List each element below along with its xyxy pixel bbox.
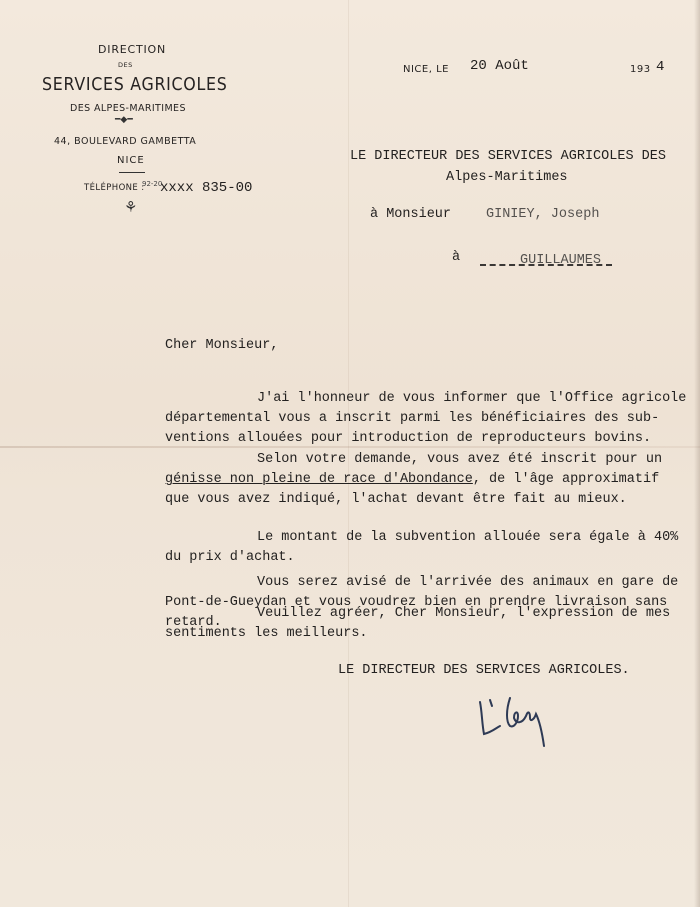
paragraph-2-line: génisse non pleine de race d'Abondance, de l'âge approximatif <box>165 472 660 487</box>
paragraph-3-line: Le montant de la subvention allouée sera égale à 40% <box>257 530 679 545</box>
recipient-city: GUILLAUMES <box>520 253 602 268</box>
greeting: Cher Monsieur, <box>165 338 279 353</box>
paragraph-2-line: que vous avez indiqué, l'achat devant être fait au mieux. <box>165 492 627 507</box>
letterhead-address: 44, BOULEVARD GAMBETTA <box>54 136 197 147</box>
letterhead-services: SERVICES AGRICOLES <box>42 74 228 95</box>
paragraph-1-line: ventions allouées pour introduction de reproducteurs bovins. <box>165 431 652 446</box>
paragraph-5-line: Veuillez agréer, Cher Monsieur, l'expression de mes <box>257 606 671 621</box>
paragraph-2 <box>165 450 695 510</box>
paragraph-3 <box>165 528 695 568</box>
sender-title-line2: Alpes-Maritimes <box>446 170 568 185</box>
closing-signature-title: LE DIRECTEUR DES SERVICES AGRICOLES. <box>338 663 630 678</box>
telephone-old: 92-20 <box>142 180 163 188</box>
paragraph-1-line: départemental vous a inscrit parmi les bénéficiaires des sub- <box>165 411 660 426</box>
recipient-prefix: à Monsieur <box>370 207 452 222</box>
letterhead-city: NICE <box>117 155 145 166</box>
dateline-place: NICE, LE <box>403 64 449 75</box>
recipient-city-rule <box>480 264 612 266</box>
paragraph-4-line: retard. <box>165 615 222 630</box>
dateline-year-digit: 4 <box>656 59 665 75</box>
recipient-city-prefix: à <box>452 250 461 265</box>
city-underline <box>119 172 145 173</box>
letterhead-des: DES <box>118 61 133 69</box>
dateline-date: 20 Août <box>470 58 529 74</box>
telephone-label: TÉLÉPHONE : <box>84 183 145 193</box>
letterhead-direction: DIRECTION <box>98 43 167 56</box>
paragraph-4-line: Vous serez avisé de l'arrivée des animaux en gare de <box>257 575 679 590</box>
paragraph-3-line: du prix d'achat. <box>165 550 295 565</box>
paragraph-5 <box>165 604 695 644</box>
paragraph-2-line: Selon votre demande, vous avez été inscrit pour un <box>257 452 663 467</box>
ornament-divider-icon: ━◆━ <box>115 115 133 125</box>
paragraph-4-line: Pont-de-Gueydan et vous voudrez bien en prendre livraison sans <box>165 595 668 610</box>
letterhead-region: DES ALPES-MARITIMES <box>70 103 186 114</box>
recipient-name: GINIEY, Joseph <box>486 207 600 222</box>
sender-title-line1: LE DIRECTEUR DES SERVICES AGRICOLES DES <box>350 149 666 164</box>
paragraph-5-line: sentiments les meilleurs. <box>165 626 368 641</box>
paragraph-1 <box>165 389 695 449</box>
telephone-number: xxxx 835-00 <box>160 180 253 196</box>
dateline-year-prefix: 193 <box>630 64 651 75</box>
highlighted-breed: génisse non pleine de race d'Abondance <box>165 472 473 487</box>
paragraph-1-line: J'ai l'honneur de vous informer que l'Office agricole <box>257 391 687 406</box>
ornament-leaf-icon: ⚘ <box>124 198 138 216</box>
handwritten-signature <box>470 682 560 752</box>
